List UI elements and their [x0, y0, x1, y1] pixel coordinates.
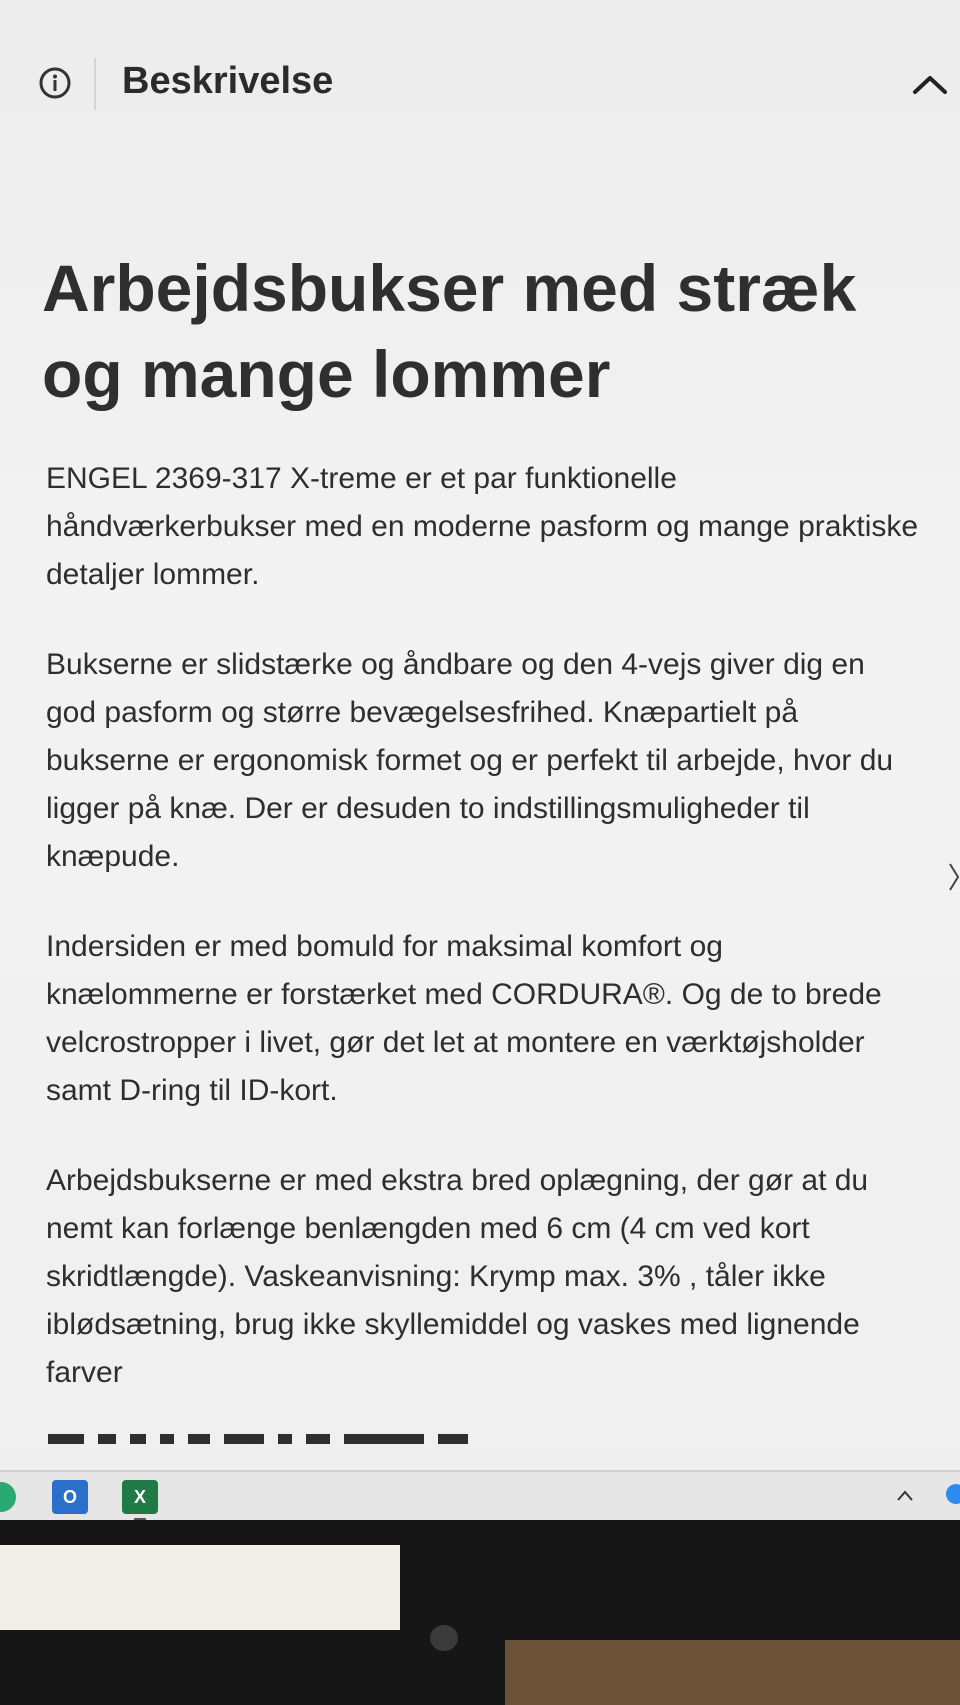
- description-content: [42, 245, 922, 1439]
- excel-icon[interactable]: X: [122, 1480, 158, 1514]
- edge-icon[interactable]: [0, 1482, 16, 1512]
- description-paragraph-2: Bukserne er slidstærke og åndbare og den 4-vejs giver dig en god pasform og større bevægelsesfrihed. Knæpartielt på bukserne er ergonomisk formet og er perfekt til arbejde, hvor du ligger på knæ. Der er desuden to indstillingsmuligheder til knæpude.: [46, 648, 894, 873]
- side-scroll-arrow-icon[interactable]: [948, 862, 960, 892]
- description-paragraph-3: Indersiden er med bomuld for maksimal komfort og knælommerne er forstærket med CORDURA®. Og de to brede velcrostropper i livet, gør det let at montere en værktøjsholder samt D-ring til ID-kort.: [46, 930, 882, 1107]
- taskbar: [0, 1470, 960, 1520]
- accordion-header-beskrivelse[interactable]: [0, 40, 960, 126]
- cutoff-next-heading: [48, 1422, 708, 1444]
- tray-app-icon[interactable]: [946, 1484, 960, 1504]
- tray-chevron-up-icon[interactable]: [896, 1488, 914, 1502]
- article-heading: Arbejdsbukser med stræk og mange lommer: [42, 251, 857, 411]
- chevron-up-icon[interactable]: [910, 70, 950, 98]
- header-divider: [94, 58, 96, 110]
- info-icon: [38, 66, 72, 100]
- desk-surface: [505, 1640, 960, 1705]
- monitor-logo: [430, 1625, 458, 1651]
- desk-paper: [0, 1545, 400, 1630]
- description-paragraph-4: Arbejdsbukserne er med ekstra bred oplægning, der gør at du nemt kan forlænge benlængden med 6 cm (4 cm ved kort skridtlængde). Vaskeanvisning: Krymp max. 3% , tåler ikke iblødsætning, brug ikke skyllemiddel og vaskes med lignende farver: [46, 1164, 869, 1389]
- description-paragraph-1: ENGEL 2369-317 X-treme er et par funktionelle håndværkerbukser med en moderne pasform og mange praktiske detaljer lommer.: [46, 462, 919, 591]
- accordion-title: Beskrivelse: [122, 60, 334, 102]
- outlook-icon[interactable]: O: [52, 1480, 88, 1514]
